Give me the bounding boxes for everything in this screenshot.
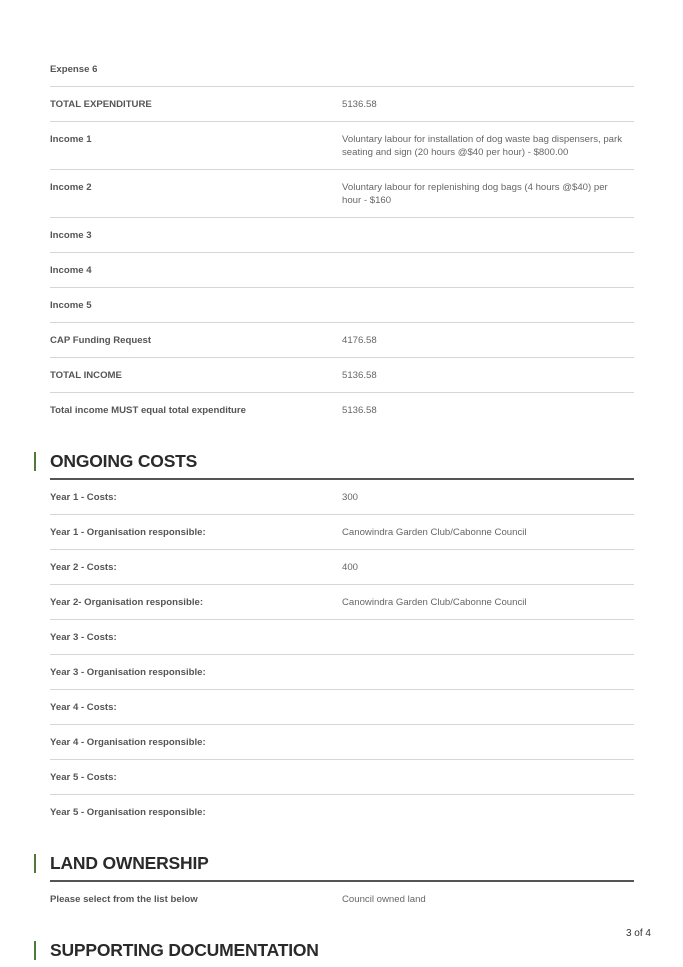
page-number: 3 of 4 [625, 928, 651, 939]
table-row [50, 760, 634, 795]
table-row [50, 52, 634, 87]
field-label: Income 5 [50, 300, 92, 311]
field-value: Voluntary labour for replenishing dog bags (4 hours @$40) per hour - $160 [342, 182, 608, 206]
field-value [342, 771, 634, 784]
field-value: 4176.58 [342, 335, 377, 346]
field-value [342, 631, 634, 644]
budget-table [50, 52, 634, 427]
field-value [342, 666, 634, 679]
field-label: Year 3 - Costs: [50, 632, 117, 643]
table-row [50, 882, 634, 916]
field-label: Year 2 - Costs: [50, 562, 117, 573]
field-label: Year 5 - Organisation responsible: [50, 807, 206, 818]
table-row [50, 288, 634, 323]
field-value [342, 806, 634, 819]
table-row [50, 253, 634, 288]
field-value: 400 [342, 562, 359, 573]
land-ownership-table [50, 882, 634, 916]
field-value: Voluntary labour for installation of dog waste bag dispensers, park seating and sign (20 hours @$40 per hour) - $800.00 [342, 134, 622, 158]
table-row [50, 480, 634, 515]
section-heading-supporting-documentation [50, 938, 634, 967]
field-label: Year 4 - Costs: [50, 702, 117, 713]
field-label: Expense 6 [50, 64, 98, 75]
section-heading-ongoing-costs [50, 449, 634, 480]
document-page [50, 52, 634, 967]
table-row [50, 218, 634, 253]
field-label: CAP Funding Request [50, 335, 152, 346]
section-title: LAND OWNERSHIP [50, 853, 209, 873]
table-row [50, 87, 634, 122]
ongoing-costs-table [50, 480, 634, 829]
table-row [50, 358, 634, 393]
section-accent-bar [34, 941, 36, 960]
field-value: 300 [342, 492, 359, 503]
table-row [50, 170, 634, 218]
field-value [342, 229, 634, 242]
field-label: Year 1 - Costs: [50, 492, 117, 503]
field-label: TOTAL EXPENDITURE [50, 99, 152, 110]
field-label: Income 3 [50, 230, 92, 241]
section-accent-bar [34, 854, 36, 873]
table-row [50, 795, 634, 829]
field-label: Please select from the list below [50, 894, 198, 905]
table-row [50, 725, 634, 760]
table-row [50, 393, 634, 427]
field-value [342, 701, 634, 714]
section-title: ONGOING COSTS [50, 451, 198, 471]
field-label: Total income MUST equal total expenditure [50, 405, 246, 416]
field-label: Year 3 - Organisation responsible: [50, 667, 206, 678]
table-row [50, 515, 634, 550]
field-value: Canowindra Garden Club/Cabonne Council [342, 527, 527, 538]
field-label: Year 5 - Costs: [50, 772, 117, 783]
field-value: 5136.58 [342, 99, 377, 110]
field-value [342, 736, 634, 749]
field-label: Income 1 [50, 134, 92, 145]
table-row [50, 550, 634, 585]
field-label: Income 4 [50, 265, 92, 276]
field-value: 5136.58 [342, 370, 377, 381]
table-row [50, 655, 634, 690]
table-row [50, 690, 634, 725]
field-label: Year 1 - Organisation responsible: [50, 527, 206, 538]
field-label: TOTAL INCOME [50, 370, 122, 381]
table-row [50, 585, 634, 620]
field-value: Canowindra Garden Club/Cabonne Council [342, 597, 527, 608]
field-label: Year 4 - Organisation responsible: [50, 737, 206, 748]
field-label: Year 2- Organisation responsible: [50, 597, 204, 608]
table-row [50, 323, 634, 358]
field-value [342, 264, 634, 277]
section-heading-land-ownership [50, 851, 634, 882]
field-value: Council owned land [342, 894, 426, 905]
field-value: 5136.58 [342, 405, 377, 416]
section-accent-bar [34, 452, 36, 471]
field-value [342, 299, 634, 312]
section-title: SUPPORTING DOCUMENTATION [50, 940, 319, 960]
table-row [50, 620, 634, 655]
field-value [342, 63, 634, 76]
field-label: Income 2 [50, 182, 92, 193]
table-row [50, 122, 634, 170]
